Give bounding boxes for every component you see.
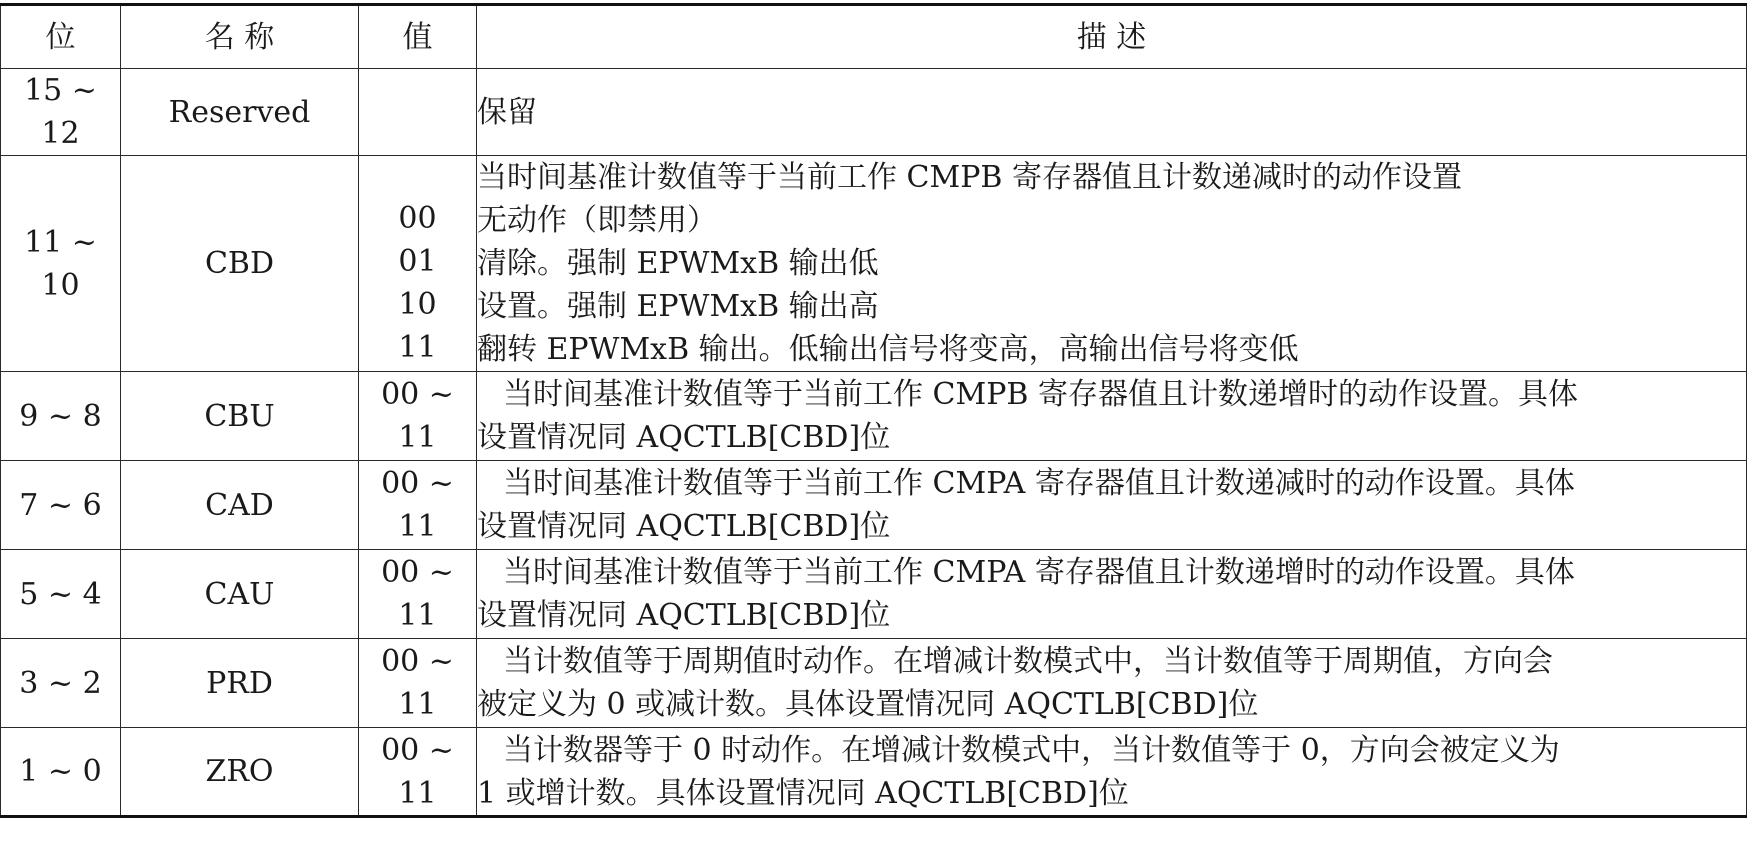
field-description (477, 156, 1747, 372)
description-line: 被定义为 0 或减计数。具体设置情况同 AQCTLB[CBD]位 (477, 687, 1259, 722)
field-value: 00 ~ 11 (359, 550, 477, 639)
header-value: 值 (359, 5, 477, 69)
table-row (1, 69, 1747, 156)
description-line: 当时间基准计数值等于当前工作 CMPA 寄存器值且计数递减时的动作设置。具体 (503, 466, 1575, 501)
description-line: 设置。强制 EPWMxB 输出高 (477, 289, 879, 324)
table-row (1, 156, 1747, 372)
table-row (1, 728, 1747, 817)
field-name: CBD (121, 156, 359, 372)
field-value (359, 69, 477, 156)
field-name: ZRO (121, 728, 359, 817)
description-line: 设置情况同 AQCTLB[CBD]位 (477, 509, 891, 544)
register-bit-table (0, 3, 1747, 818)
field-value: 00 ~ 11 (359, 372, 477, 461)
description-line: 设置情况同 AQCTLB[CBD]位 (477, 420, 891, 455)
value-option: 01 (398, 243, 437, 279)
field-value: 00 ~ 11 (359, 461, 477, 550)
description-line: 当时间基准计数值等于当前工作 CMPB 寄存器值且计数递增时的动作设置。具体 (503, 377, 1578, 412)
field-name: Reserved (121, 69, 359, 156)
table-row (1, 372, 1747, 461)
bit-range: 1 ~ 0 (1, 728, 121, 817)
description-line: 无动作（即禁用） (477, 203, 717, 238)
field-value (359, 156, 477, 372)
table-row (1, 639, 1747, 728)
bit-range: 5 ~ 4 (1, 550, 121, 639)
field-description (477, 461, 1747, 550)
table-row (1, 461, 1747, 550)
bit-range: 15 ~ 12 (1, 69, 121, 156)
description-line: 当计数值等于周期值时动作。在增减计数模式中，当计数值等于周期值，方向会 (503, 644, 1553, 679)
table-header-row (1, 5, 1747, 69)
field-name: CBU (121, 372, 359, 461)
bit-range: 9 ~ 8 (1, 372, 121, 461)
description-line: 当计数器等于 0 时动作。在增减计数模式中，当计数值等于 0，方向会被定义为 (503, 732, 1560, 768)
description-line: 设置情况同 AQCTLB[CBD]位 (477, 598, 891, 633)
field-description (477, 372, 1747, 461)
value-option: 11 (398, 329, 437, 365)
field-name: PRD (121, 639, 359, 728)
description-line: 当时间基准计数值等于当前工作 CMPB 寄存器值且计数递减时的动作设置 (477, 160, 1462, 195)
field-name: CAD (121, 461, 359, 550)
value-option: 10 (398, 286, 437, 322)
description-line: 1 或增计数。具体设置情况同 AQCTLB[CBD]位 (477, 775, 1129, 811)
field-value: 00 ~ 11 (359, 728, 477, 817)
field-description (477, 639, 1747, 728)
field-name: CAU (121, 550, 359, 639)
header-bit: 位 (1, 5, 121, 69)
field-description (477, 728, 1747, 817)
value-option: 00 (398, 200, 437, 236)
bit-range: 3 ~ 2 (1, 639, 121, 728)
table-row (1, 550, 1747, 639)
bit-range: 11 ~ 10 (1, 156, 121, 372)
description-line: 当时间基准计数值等于当前工作 CMPA 寄存器值且计数递增时的动作设置。具体 (503, 555, 1575, 590)
description-line: 翻转 EPWMxB 输出。低输出信号将变高，高输出信号将变低 (477, 332, 1299, 367)
description-line: 清除。强制 EPWMxB 输出低 (477, 246, 879, 281)
field-value: 00 ~ 11 (359, 639, 477, 728)
header-name: 名 称 (121, 5, 359, 69)
bit-range: 7 ~ 6 (1, 461, 121, 550)
field-description: 保留 (477, 69, 1747, 156)
field-description (477, 550, 1747, 639)
header-description: 描 述 (477, 5, 1747, 69)
